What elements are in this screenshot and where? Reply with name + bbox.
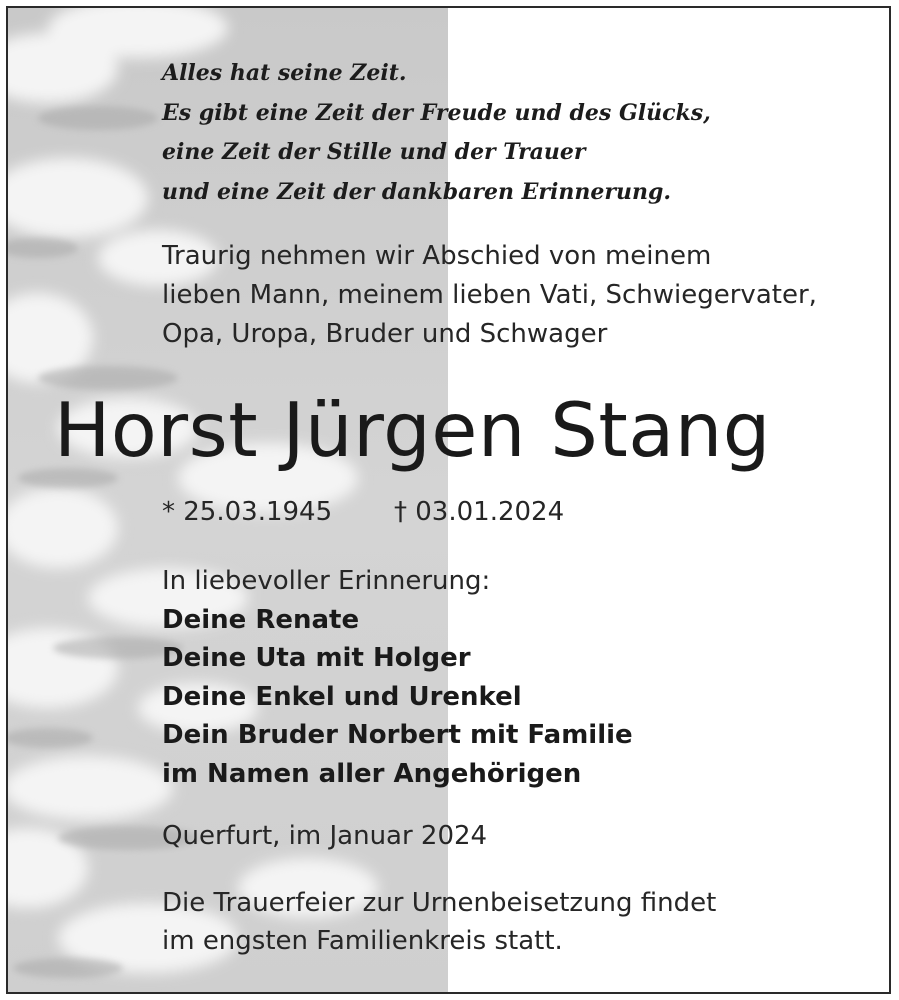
mourner-name: Dein Bruder Norbert mit Familie xyxy=(162,720,633,750)
funeral-note xyxy=(162,884,716,960)
death-date: † 03.01.2024 xyxy=(394,497,565,527)
birth-date: * 25.03.1945 xyxy=(162,497,333,527)
place-and-date: Querfurt, im Januar 2024 xyxy=(162,821,488,851)
funeral-note-line: im engsten Familienkreis statt. xyxy=(162,926,563,956)
mourners-section xyxy=(162,562,633,793)
memory-heading: In liebevoller Erinnerung: xyxy=(162,566,491,596)
mourner-name: Deine Uta mit Holger xyxy=(162,643,471,673)
intro-line: lieben Mann, meinem lieben Vati, Schwiegervater, xyxy=(162,280,817,310)
poem-line: Es gibt eine Zeit der Freude und des Glücks, xyxy=(162,99,711,126)
funeral-note-line: Die Trauerfeier zur Urnenbeisetzung findet xyxy=(162,888,717,918)
notice-content xyxy=(8,8,889,992)
deceased-name: Horst Jürgen Stang xyxy=(54,386,771,474)
poem-line: Alles hat seine Zeit. xyxy=(162,60,407,86)
life-dates xyxy=(162,492,565,532)
mourner-name: im Namen aller Angehörigen xyxy=(162,758,582,789)
obituary-notice xyxy=(6,6,891,994)
poem-verse xyxy=(162,54,711,212)
farewell-intro xyxy=(162,237,817,354)
intro-line: Traurig nehmen wir Abschied von meinem xyxy=(162,241,712,271)
mourner-name: Deine Enkel und Urenkel xyxy=(162,681,522,712)
poem-line: und eine Zeit der dankbaren Erinnerung. xyxy=(162,178,671,205)
mourner-name: Deine Renate xyxy=(162,604,360,635)
poem-line: eine Zeit der Stille und der Trauer xyxy=(162,139,586,165)
intro-line: Opa, Uropa, Bruder und Schwager xyxy=(162,319,608,349)
